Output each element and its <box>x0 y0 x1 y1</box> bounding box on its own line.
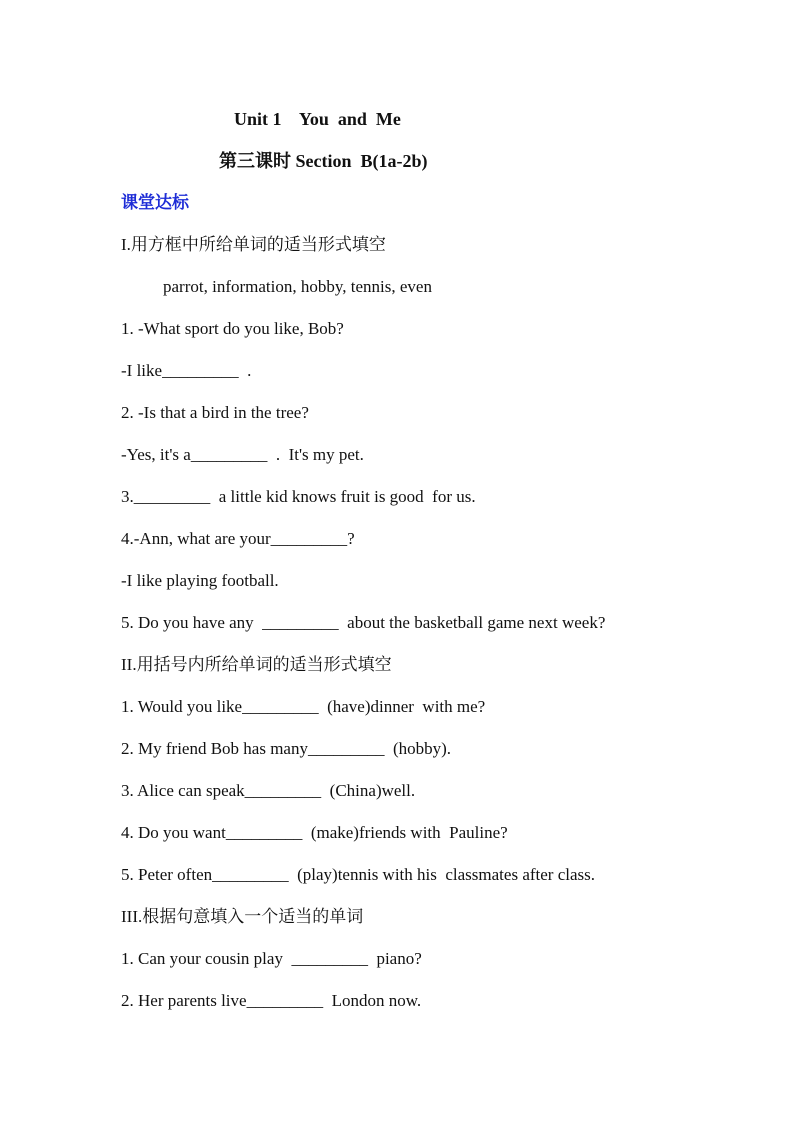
question-line: 1. Can your cousin play _________ piano? <box>121 949 422 968</box>
word-bank: parrot, information, hobby, tennis, even <box>163 277 432 296</box>
question-line: 2. -Is that a bird in the tree? <box>121 403 309 422</box>
part2-heading: II.用括号内所给单词的适当形式填空 <box>121 655 392 674</box>
part1-heading: I.用方框中所给单词的适当形式填空 <box>121 235 386 254</box>
question-line: 5. Do you have any _________ about the basketball game next week? <box>121 613 606 632</box>
question-line: 1. Would you like_________ (have)dinner with me? <box>121 697 486 716</box>
question-line: 4.-Ann, what are your_________? <box>121 529 355 548</box>
question-line: 3. Alice can speak_________ (China)well. <box>121 781 416 800</box>
unit-title: Unit 1 You and Me <box>234 109 401 129</box>
question-line: 5. Peter often_________ (play)tennis with his classmates after class. <box>121 865 595 884</box>
question-line: 2. My friend Bob has many_________ (hobby). <box>121 739 452 758</box>
question-line: 4. Do you want_________ (make)friends with Pauline? <box>121 823 508 842</box>
part3-heading: III.根据句意填入一个适当的单词 <box>121 907 364 926</box>
lesson-title: 第三课时 Section B(1a-2b) <box>219 151 428 171</box>
question-line: 3._________ a little kid knows fruit is good for us. <box>121 487 476 506</box>
question-line: -I like_________ . <box>121 361 252 380</box>
section-label: 课堂达标 <box>121 193 189 212</box>
question-line: 1. -What sport do you like, Bob? <box>121 319 344 338</box>
question-line: -Yes, it's a_________ . It's my pet. <box>121 445 364 464</box>
question-line: -I like playing football. <box>121 571 279 590</box>
question-line: 2. Her parents live_________ London now. <box>121 991 422 1010</box>
